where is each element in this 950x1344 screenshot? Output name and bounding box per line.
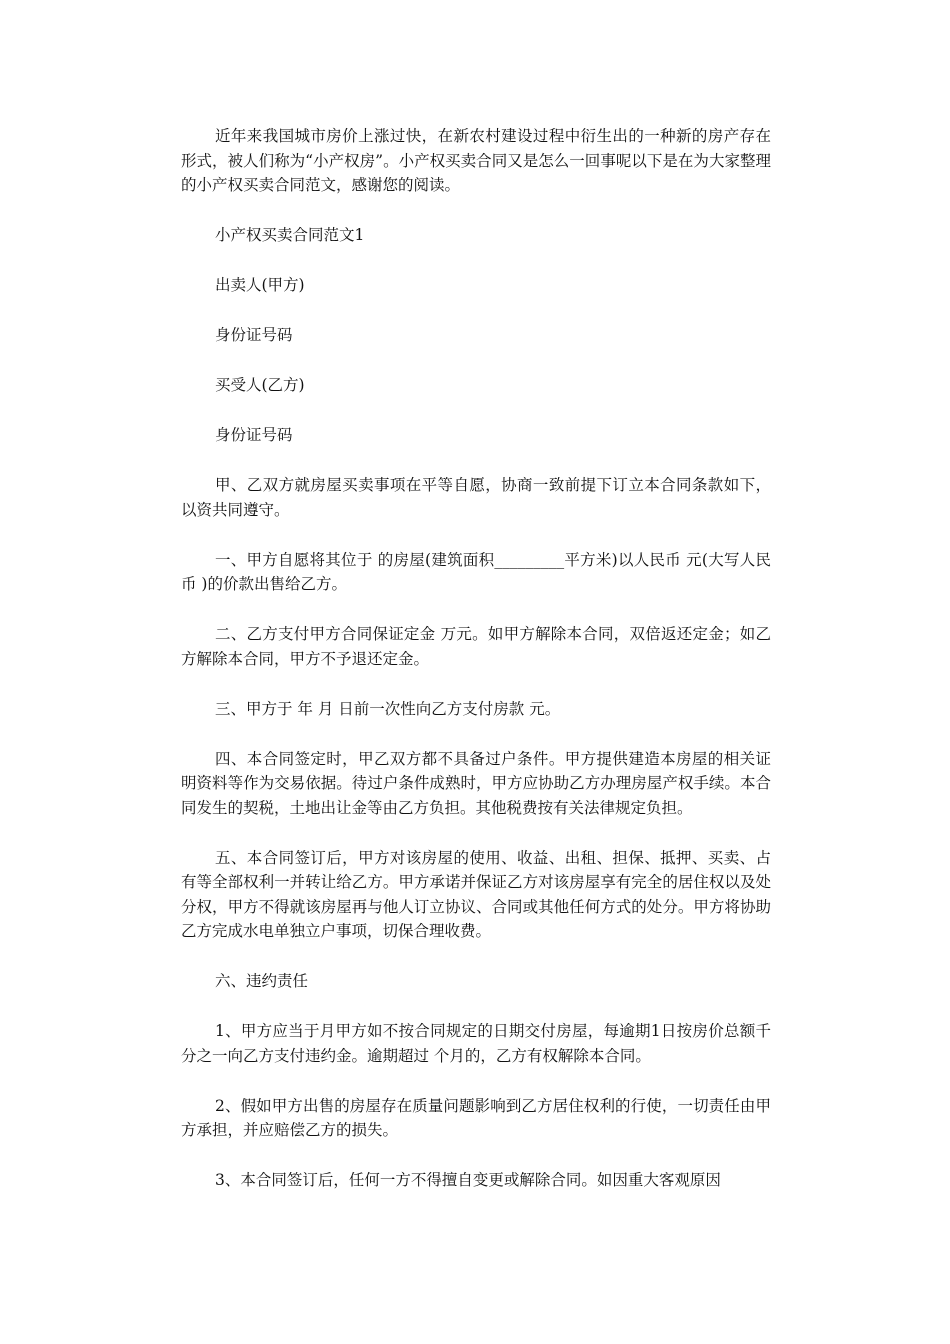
clause-5: 五、本合同签订后，甲方对该房屋的使用、收益、出租、担保、抵押、买卖、占有等全部权利一并转让给乙方。甲方承诺并保证乙方对该房屋享有完全的居住权以及处分权，甲方不得就该房屋再与他人订立协议、合同或其他任何方式的处分。甲方将协助乙方完成水电单独立户事项，切保合理收费。 <box>181 848 771 940</box>
contract-title: 小产权买卖合同范文1 <box>215 226 365 244</box>
clause-1: 一、甲方自愿将其位于 的房屋(建筑面积_________平方米)以人民币 元(大写人民币 )的价款出售给乙方。 <box>181 550 771 593</box>
seller-label: 出卖人(甲方) <box>215 276 305 294</box>
clause-6-heading: 六、违约责任 <box>215 972 309 990</box>
clause-2: 二、乙方支付甲方合同保证定金 万元。如甲方解除本合同，双倍返还定金；如乙方解除本合同，甲方不予退还定金。 <box>181 625 771 668</box>
clause-4: 四、本合同签定时，甲乙双方都不具备过户条件。甲方提供建造本房屋的相关证明资料等作为交易依据。待过户条件成熟时，甲方应协助乙方办理房屋产权手续。本合同发生的契税，土地出让金等由乙方负担。其他税费按有关法律规定负担。 <box>181 749 771 817</box>
liability-item-1: 1、甲方应当于月甲方如不按合同规定的日期交付房屋，每逾期1日按房价总额千分之一向乙方支付违约金。逾期超过 个月的，乙方有权解除本合同。 <box>181 1022 771 1065</box>
intro-paragraph: 近年来我国城市房价上涨过快，在新农村建设过程中衍生出的一种新的房产存在形式，被人们称为“小产权房”。小产权买卖合同又是怎么一回事呢以下是在为大家整理的小产权买卖合同范文，感谢您的阅读。 <box>181 127 771 194</box>
buyer-label: 买受人(乙方) <box>215 376 305 394</box>
buyer-id-label: 身份证号码 <box>215 426 293 444</box>
liability-item-2: 2、假如甲方出售的房屋存在质量问题影响到乙方居住权利的行使，一切责任由甲方承担，并应赔偿乙方的损失。 <box>181 1096 771 1139</box>
clause-3: 三、甲方于 年 月 日前一次性向乙方支付房款 元。 <box>215 699 561 718</box>
document-body <box>181 124 771 1218</box>
seller-id-label: 身份证号码 <box>215 326 293 344</box>
preamble-paragraph: 甲、乙双方就房屋买卖事项在平等自愿，协商一致前提下订立本合同条款如下，以资共同遵守。 <box>181 476 771 519</box>
liability-item-3: 3、本合同签订后，任何一方不得擅自变更或解除合同。如因重大客观原因 <box>215 1171 721 1189</box>
